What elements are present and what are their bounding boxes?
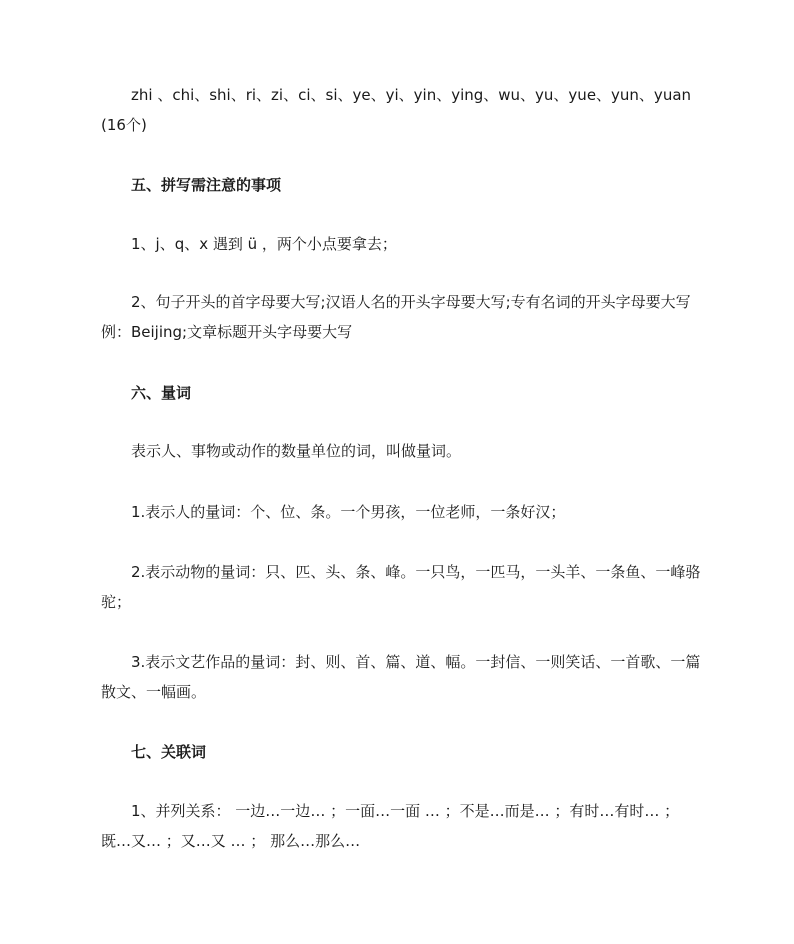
section-heading-measure-words: 六、量词: [131, 384, 192, 402]
section-heading-spelling: 五、拼写需注意的事项: [131, 176, 282, 194]
section-heading-conjunctions: 七、关联词: [131, 743, 207, 761]
measure-words-literary-works: 3.表示文艺作品的量词：封、则、首、篇、道、幅。一封信、一则笑话、一首歌、一篇散文、一幅画。: [101, 653, 701, 701]
spelling-rule-2: 2、句子开头的首字母要大写;汉语人名的开头字母要大写;专有名词的开头字母要大写例：Beijing;文章标题开头字母要大写: [101, 293, 691, 341]
spelling-rule-1: 1、j、q、x 遇到 ü ，两个小点要拿去；: [131, 235, 397, 253]
measure-words-animals: 2.表示动物的量词：只、匹、头、条、峰。一只鸟，一匹马，一头羊、一条鱼、一峰骆驼；: [101, 563, 701, 611]
pinyin-syllables-paragraph: zhi 、chi、shi、ri、zi、ci、si、ye、yi、yin、ying、wu、yu、yue、yun、yuan(16个): [101, 86, 692, 134]
conjunction-parallel-relation: 1、并列关系： 一边…一边… ；一面…一面 … ；不是…而是… ；有时…有时… ；既…又… ；又…又 … ； 那么…那么…: [101, 802, 680, 850]
measure-words-people: 1.表示人的量词：个、位、条。一个男孩，一位老师，一条好汉；: [131, 503, 566, 521]
measure-word-definition: 表示人、事物或动作的数量单位的词，叫做量词。: [131, 442, 462, 460]
